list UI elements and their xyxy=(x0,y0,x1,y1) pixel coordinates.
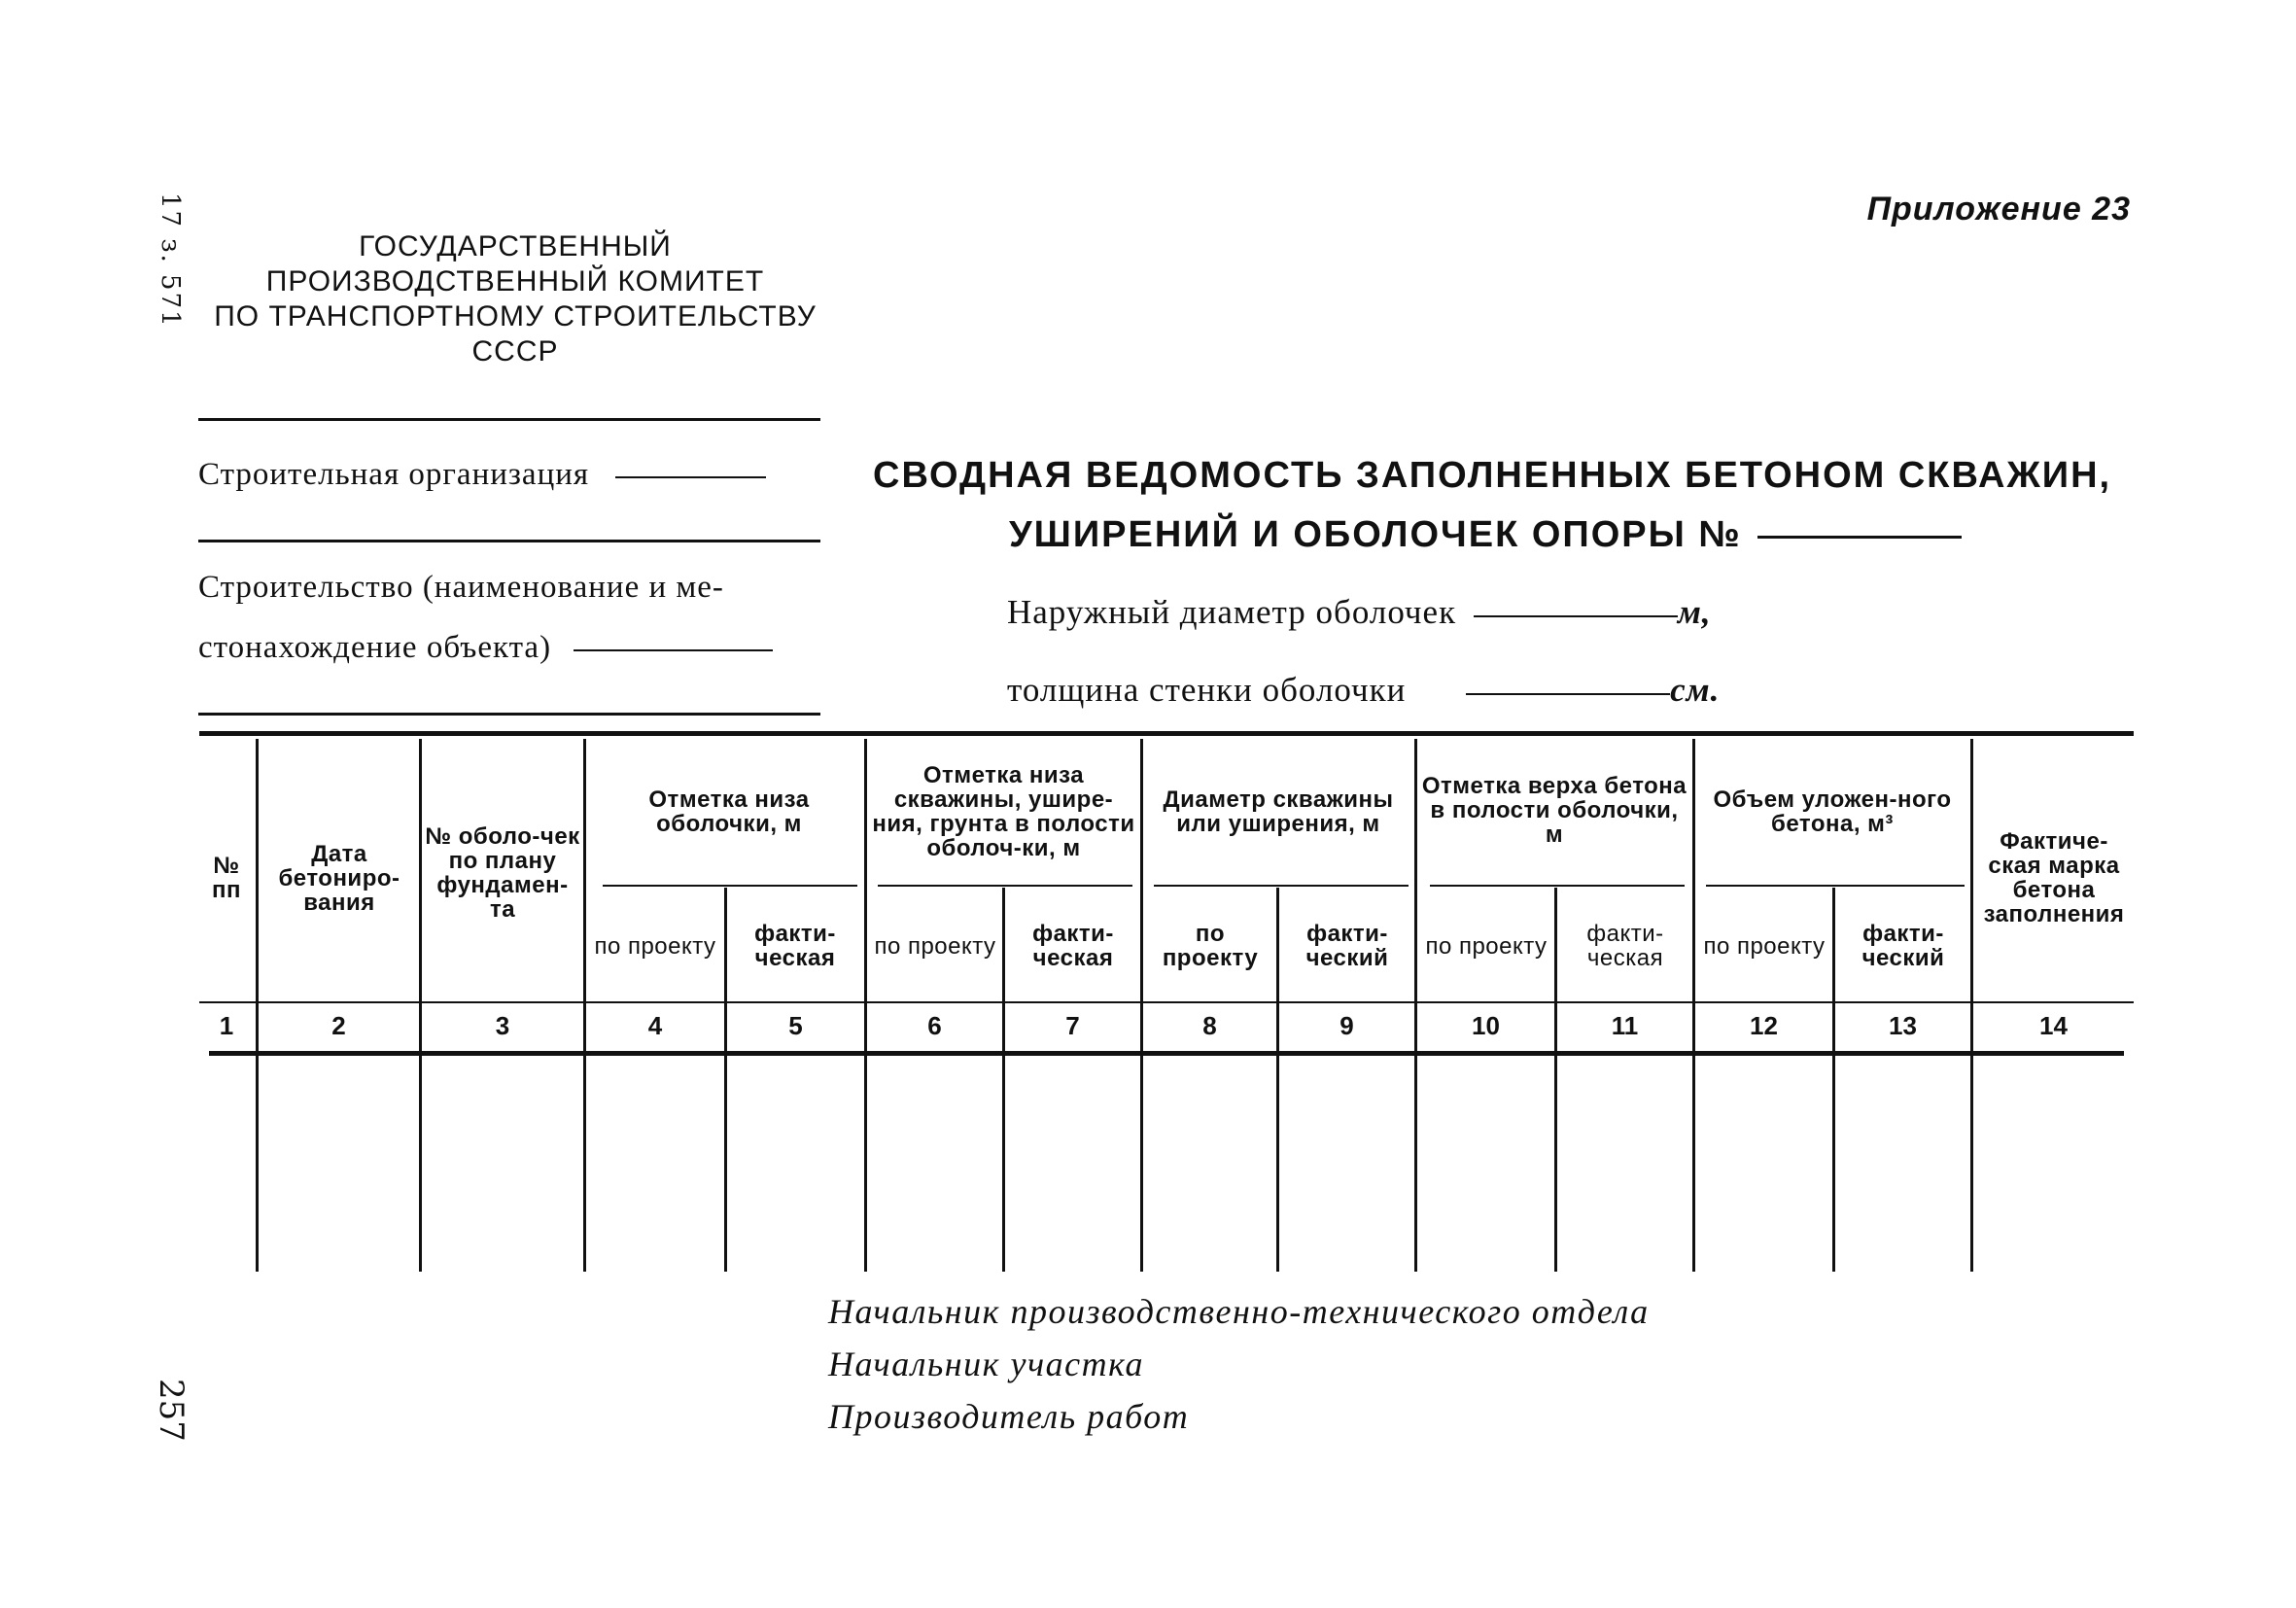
column-number: 4 xyxy=(647,1011,663,1040)
col-divider xyxy=(1140,739,1143,1272)
page-number: 257 xyxy=(152,1379,191,1442)
col-divider xyxy=(1002,888,1005,1272)
numbers-bottom-rule xyxy=(209,1051,2124,1056)
column-number: 13 xyxy=(1889,1011,1917,1040)
header-concrete-grade: Фактиче-ская марка бетона заполнения xyxy=(1983,828,2125,927)
col-divider xyxy=(1970,739,1973,1272)
margin-print-code: 17 з. 571 xyxy=(156,192,185,329)
header-group-concrete-top: Отметка верха бетона в полости оболочки, м xyxy=(1421,772,1687,848)
construction-blank[interactable] xyxy=(574,647,773,651)
col-divider xyxy=(1554,888,1557,1272)
table-top-rule xyxy=(199,731,2134,736)
subheader-cell: факти-ческая xyxy=(1586,921,1664,971)
thickness-param xyxy=(1007,671,1720,710)
subheader-cell: по проекту xyxy=(594,932,716,960)
column-number: 11 xyxy=(1611,1011,1639,1040)
header-bottom-rule xyxy=(199,1001,2134,1003)
group-rule xyxy=(1154,885,1409,887)
org-line-3: ПО ТРАНСПОРТНОМУ СТРОИТЕЛЬСТВУ xyxy=(214,300,817,332)
construction-label-2: стонахождение объекта) xyxy=(198,630,552,665)
signature-pto-head: Начальник производственно-технического отдела xyxy=(828,1292,1650,1331)
header-row-number: № пп xyxy=(212,853,241,903)
subheader-cell: по проекту xyxy=(1162,921,1259,971)
subheader-cell: факти-ческая xyxy=(754,921,836,971)
organization-field xyxy=(198,457,766,493)
header-shell-number: № оболо-чек по плану фундамен-та xyxy=(425,823,580,923)
column-number: 9 xyxy=(1339,1011,1354,1040)
column-number: 10 xyxy=(1472,1011,1500,1040)
summary-table xyxy=(199,727,2134,1272)
group-rule xyxy=(1706,885,1965,887)
col-divider xyxy=(419,739,422,1272)
column-number: 12 xyxy=(1750,1011,1778,1040)
column-number: 7 xyxy=(1065,1011,1080,1040)
header-group-volume: Объем уложен-ного бетона, м³ xyxy=(1713,787,1952,837)
col-divider xyxy=(256,739,259,1272)
construction-field-line1 xyxy=(198,570,820,606)
thickness-blank[interactable] xyxy=(1466,691,1670,695)
signature-works-manager: Производитель работ xyxy=(828,1397,1190,1436)
subheader-cell: факти-ческая xyxy=(1032,921,1114,971)
column-number: 5 xyxy=(788,1011,803,1040)
thickness-label: толщина стенки оболочки xyxy=(1007,671,1407,709)
diameter-unit: м, xyxy=(1677,593,1712,631)
organization-blank[interactable] xyxy=(615,474,766,478)
org-line-4: СССР xyxy=(471,335,559,367)
column-number: 14 xyxy=(2039,1011,2068,1040)
col-divider xyxy=(1414,739,1417,1272)
header-group-well-bottom: Отметка низа скважины, ушире-ния, грунта в полости оболоч-ки, м xyxy=(872,762,1135,861)
diameter-label: Наружный диаметр оболочек xyxy=(1007,593,1457,631)
organization-label: Строительная организация xyxy=(198,457,590,492)
org-line-1: ГОСУДАРСТВЕННЫЙ xyxy=(359,230,672,262)
col-divider xyxy=(724,888,727,1272)
rule-organization xyxy=(198,540,820,542)
org-line-2: ПРОИЗВОДСТВЕННЫЙ КОМИТЕТ xyxy=(265,265,765,297)
column-number: 6 xyxy=(927,1011,942,1040)
subheader-cell: факти-ческий xyxy=(1305,921,1389,971)
document-title-line2 xyxy=(1009,514,1962,556)
rule-construction xyxy=(198,713,820,716)
subheader-cell: по проекту xyxy=(1703,932,1826,960)
col-divider xyxy=(583,739,586,1272)
subheader-cell: по проекту xyxy=(874,932,996,960)
column-number: 3 xyxy=(495,1011,510,1040)
col-divider xyxy=(1832,888,1835,1272)
column-number: 2 xyxy=(331,1011,346,1040)
support-number-blank[interactable] xyxy=(1757,534,1962,539)
organization-header xyxy=(175,229,855,369)
header-date: Дата бетониро-вания xyxy=(278,840,400,916)
group-rule xyxy=(878,885,1132,887)
signature-section-head: Начальник участка xyxy=(828,1345,1145,1383)
column-number: 8 xyxy=(1202,1011,1217,1040)
header-group-shell-bottom: Отметка низа оболочки, м xyxy=(648,787,810,837)
title-line2-text: УШИРЕНИЙ И ОБОЛОЧЕК ОПОРЫ № xyxy=(1009,514,1742,555)
diameter-param xyxy=(1007,593,1712,632)
diameter-blank[interactable] xyxy=(1474,613,1678,617)
subheader-cell: факти-ческий xyxy=(1861,921,1945,971)
construction-field-line2 xyxy=(198,630,773,666)
group-rule xyxy=(1430,885,1685,887)
construction-label-1: Строительство (наименование и ме- xyxy=(198,570,724,605)
rule-under-header xyxy=(198,418,820,421)
header-group-diameter: Диаметр скважины или уширения, м xyxy=(1163,787,1394,837)
appendix-label: Приложение 23 xyxy=(1866,191,2131,227)
thickness-unit: см. xyxy=(1670,671,1721,709)
col-divider xyxy=(1276,888,1279,1272)
column-number: 1 xyxy=(219,1011,234,1040)
col-divider xyxy=(864,739,867,1272)
subheader-cell: по проекту xyxy=(1425,932,1548,960)
col-divider xyxy=(1692,739,1695,1272)
document-title-line1: СВОДНАЯ ВЕДОМОСТЬ ЗАПОЛНЕННЫХ БЕТОНОМ СКВАЖИН, xyxy=(873,455,2112,496)
group-rule xyxy=(603,885,857,887)
